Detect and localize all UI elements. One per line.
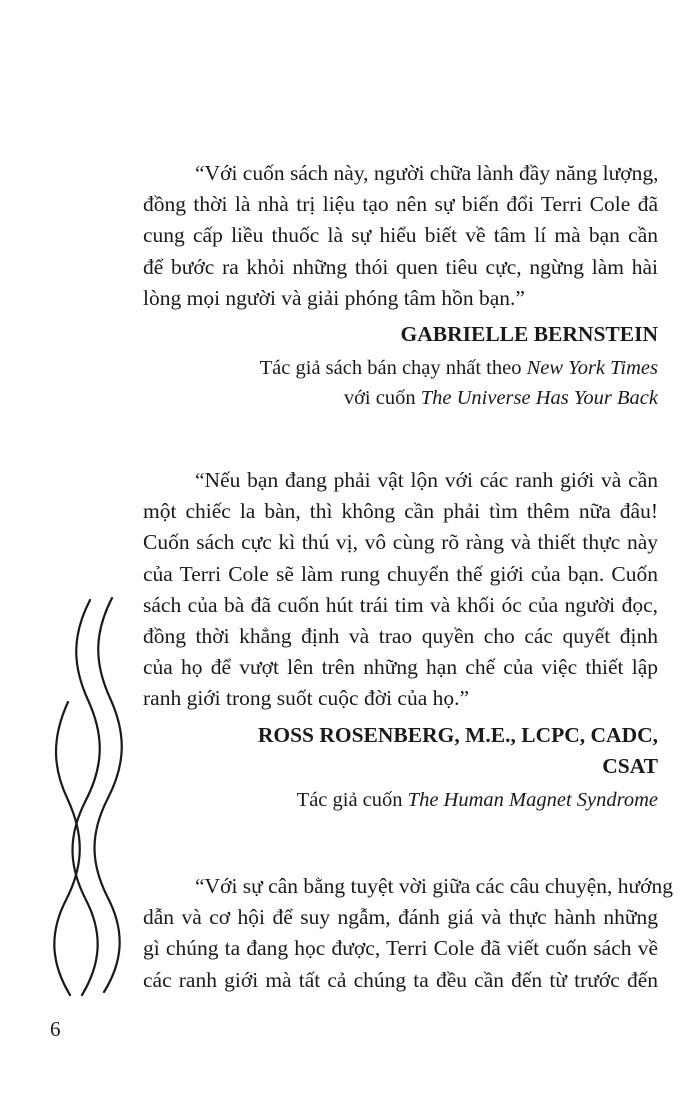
- credit-text: với cuốn: [343, 386, 421, 409]
- author-line: GABRIELLE BERNSTEIN: [400, 322, 658, 347]
- testimonial-3-text: [143, 871, 674, 996]
- quote-line: “Nếu bạn đang phải vật lộn với các ranh giới và cần: [195, 468, 658, 492]
- testimonial-1-credit: [143, 354, 658, 413]
- quote-line: lòng mọi người và giải phóng tâm hồn bạn.”: [143, 285, 525, 310]
- quote-line: gì chúng ta đang học được, Terri Cole đã viết cuốn sách về: [143, 936, 658, 961]
- testimonial-2-author: [143, 720, 658, 782]
- quote-line: ranh giới trong suốt cuộc đời của họ.”: [143, 686, 470, 711]
- quote-line: cung cấp liều thuốc là sự hiểu biết về tâm lí mà bạn cần: [143, 223, 658, 248]
- quote-line: “Với sự cân bằng tuyệt vời giữa các câu chuyện, hướng: [195, 874, 674, 898]
- wave-line: [54, 702, 79, 995]
- quote-line: để bước ra khỏi những thói quen tiêu cực, ngừng làm hài: [143, 254, 658, 279]
- quote-line: Cuốn sách cực kì thú vị, vô cùng rõ ràng và thiết thực này: [143, 530, 658, 555]
- page-number: 6: [50, 1017, 61, 1041]
- credit-text: Tác giả cuốn: [296, 788, 408, 811]
- credit-title: New York Times: [526, 357, 658, 380]
- testimonial-1: [143, 158, 658, 413]
- credit-title: The Human Magnet Syndrome: [407, 788, 658, 811]
- quote-line: “Với cuốn sách này, người chữa lành đầy năng lượng,: [195, 161, 659, 185]
- testimonial-3: [143, 871, 674, 996]
- testimonial-1-text: [143, 158, 658, 314]
- quote-line: các ranh giới mà tất cả chúng ta đều cần đến từ trước đến: [143, 967, 658, 992]
- quote-line: một chiếc la bàn, thì không cần phải tìm thêm nữa đâu!: [143, 499, 658, 524]
- author-line: CSAT: [602, 753, 658, 778]
- testimonial-1-author: [143, 319, 658, 350]
- quote-line: dẫn và cơ hội để suy ngẫm, đánh giá và thực hành những: [143, 905, 658, 930]
- quote-line: sách của bà đã cuốn hút trái tim và khối óc của người đọc,: [143, 592, 658, 617]
- quote-line: của Terri Cole sẽ làm rung chuyển thế giới của bạn. Cuốn: [143, 561, 658, 586]
- testimonial-2: [143, 465, 658, 815]
- testimonial-2-credit: [143, 786, 658, 816]
- quote-line: đồng thời là nhà trị liệu tạo nên sự biến đổi Terri Cole đã: [143, 192, 658, 217]
- quote-line: đồng thời khẳng định và trao quyền cho các quyết định: [143, 624, 658, 649]
- author-line: ROSS ROSENBERG, M.E., LCPC, CADC,: [257, 722, 658, 747]
- wave-line: [95, 598, 122, 992]
- quote-line: của họ để vượt lên trên những hạn chế của việc thiết lập: [143, 655, 658, 680]
- wave-line: [73, 600, 100, 995]
- credit-title: The Universe Has Your Back: [420, 386, 658, 409]
- testimonial-2-text: [143, 465, 658, 715]
- wavy-lines-decoration-icon: [48, 590, 128, 1000]
- credit-text: Tác giả sách bán chạy nhất theo: [259, 357, 527, 380]
